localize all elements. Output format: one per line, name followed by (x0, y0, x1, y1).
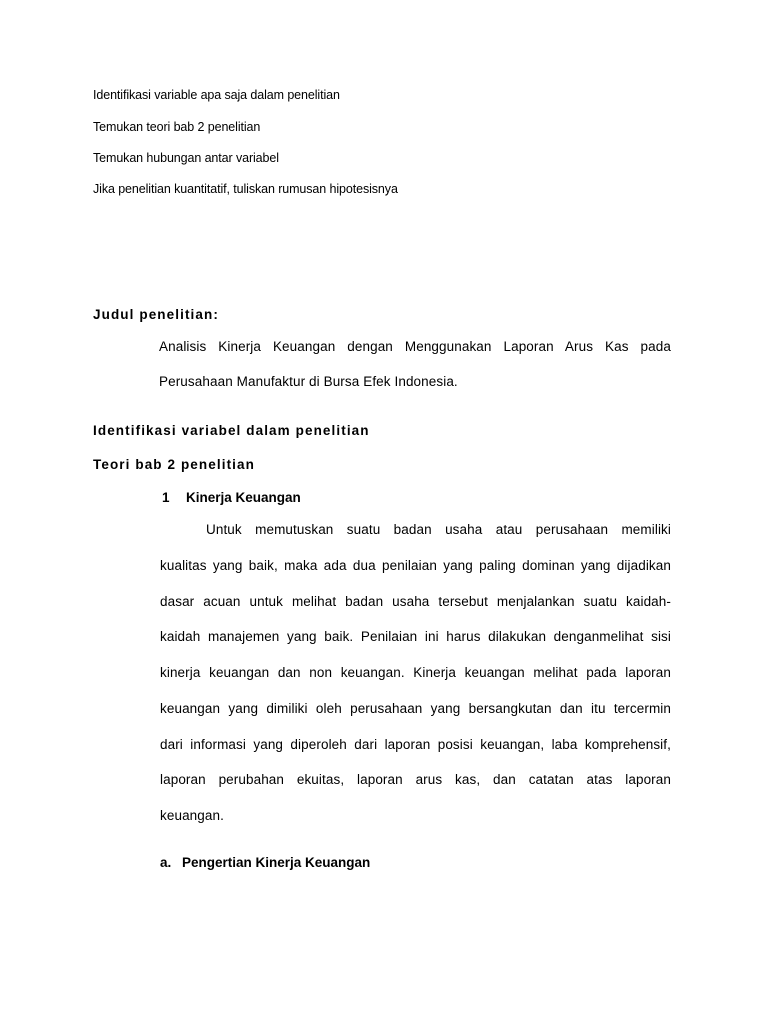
section-title: Kinerja Keuangan (186, 490, 301, 505)
teori-heading: Teori bab 2 penelitian (93, 457, 255, 472)
paragraph-line-7: dari informasi yang diperoleh dari laporan posisi keuangan, laba komprehensif, (160, 737, 671, 752)
subsection-heading (0, 855, 768, 875)
paragraph-line-6: keuangan yang dimiliki oleh perusahaan yang bersangkutan dan itu tercermin (160, 701, 671, 716)
research-title-line-2: Perusahaan Manufaktur di Bursa Efek Indonesia. (159, 374, 458, 389)
task-line-4: Jika penelitian kuantitatif, tuliskan rumusan hipotesisnya (93, 182, 398, 196)
paragraph-line-5: kinerja keuangan dan non keuangan. Kinerja keuangan melihat pada laporan (160, 665, 671, 680)
paragraph-line-4: kaidah manajemen yang baik. Penilaian ini harus dilakukan denganmelihat sisi (160, 629, 671, 644)
subsection-marker: a. (160, 855, 172, 870)
section-heading (0, 490, 768, 510)
paragraph-line-8: laporan perubahan ekuitas, laporan arus kas, dan catatan atas laporan (160, 772, 671, 787)
task-line-3: Temukan hubungan antar variabel (93, 151, 279, 165)
paragraph-line-1: Untuk memutuskan suatu badan usaha atau perusahaan memiliki (206, 522, 671, 537)
subsection-title: Pengertian Kinerja Keuangan (182, 855, 371, 870)
research-title-line-1: Analisis Kinerja Keuangan dengan Menggunakan Laporan Arus Kas pada (159, 339, 671, 354)
task-line-2: Temukan teori bab 2 penelitian (93, 120, 261, 134)
task-line-1: Identifikasi variable apa saja dalam penelitian (93, 88, 340, 102)
paragraph-line-3: dasar acuan untuk melihat badan usaha tersebut menjalankan suatu kaidah- (160, 594, 671, 609)
section-number: 1 (162, 490, 170, 505)
paragraph-line-9: keuangan. (160, 808, 224, 823)
paragraph-line-2: kualitas yang baik, maka ada dua penilaian yang paling dominan yang dijadikan (160, 558, 671, 573)
identifikasi-heading: Identifikasi variabel dalam penelitian (93, 423, 370, 438)
judul-heading: Judul penelitian: (93, 307, 219, 322)
